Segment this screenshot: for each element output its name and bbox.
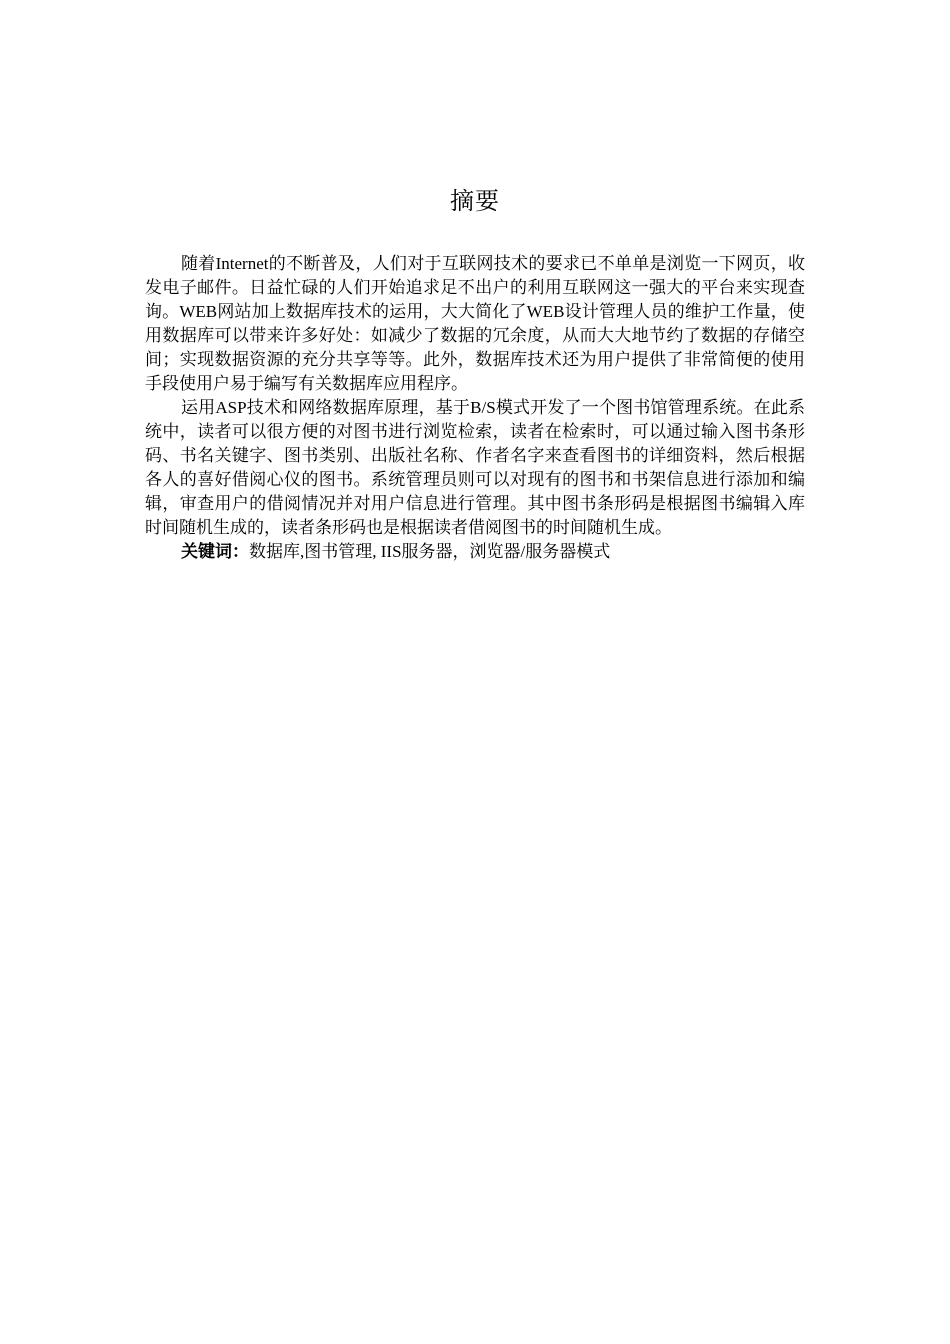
keywords-line [145,540,805,564]
abstract-paragraph-2: 运用ASP技术和网络数据库原理，基于B/S模式开发了一个图书馆管理系统。在此系统中，读者可以很方便的对图书进行浏览检索，读者在检索时，可以通过输入图书条形码、书名关键字、图书类别、出版社名称、作者名字来查看图书的详细资料，然后根据各人的喜好借阅心仪的图书。系统管理员则可以对现有的图书和书架信息进行添加和编辑，审查用户的借阅情况并对用户信息进行管理。其中图书条形码是根据图书编辑入库时间随机生成的，读者条形码也是根据读者借阅图书的时间随机生成。 [145,398,805,537]
abstract-body [145,252,805,564]
keywords-text: 数据库,图书管理, IIS服务器，浏览器/服务器模式 [249,542,611,561]
keywords-label: 关键词： [181,542,249,561]
abstract-paragraph-1: 随着Internet的不断普及，人们对于互联网技术的要求已不单单是浏览一下网页，收发电子邮件。日益忙碌的人们开始追求足不出户的利用互联网这一强大的平台来实现查询。WEB网站加上数据库技术的运用，大大简化了WEB设计管理人员的维护工作量，使用数据库可以带来许多好处：如减少了数据的冗余度，从而大大地节约了数据的存储空间；实现数据资源的充分共享等等。此外，数据库技术还为用户提供了非常简便的使用手段使用户易于编写有关数据库应用程序。 [145,254,805,393]
abstract-title: 摘要 [450,187,500,215]
